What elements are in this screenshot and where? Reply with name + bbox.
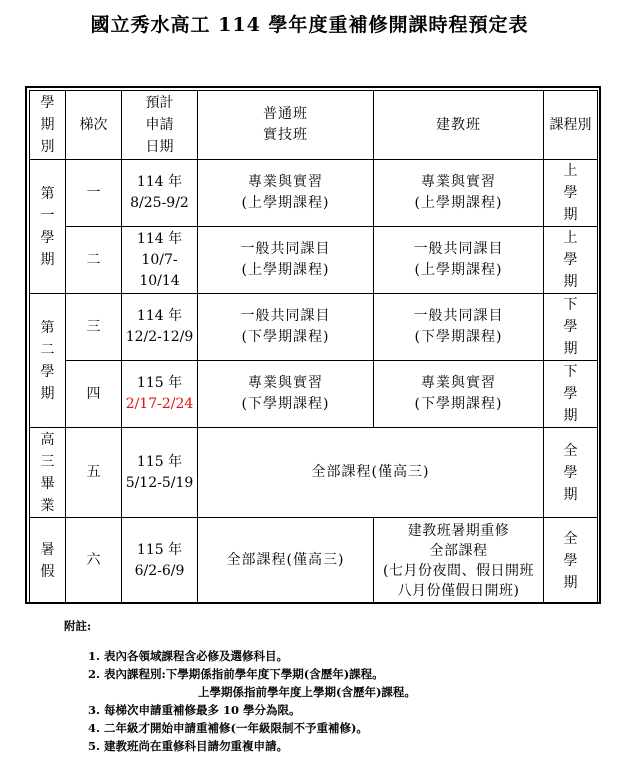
note-item: 3. 每梯次申請重補修最多 10 學分為限。 (88, 703, 301, 717)
group-first-semester: 第一學期 (30, 160, 66, 294)
header-course-type: 課程別 (544, 91, 598, 160)
date-cell: 115 年 5/12-5/19 (122, 428, 198, 518)
table-row (30, 428, 598, 518)
note-item: 1. 表內各領域課程含必修及選修科目。 (88, 649, 289, 663)
schedule-table (29, 90, 598, 604)
date-cell: 115 年 6/2-6/9 (122, 518, 198, 604)
course-type-cell: 全學期 (544, 518, 598, 604)
table-row (30, 294, 598, 361)
tier-cell: 一 (66, 160, 122, 227)
tier-cell: 六 (66, 518, 122, 604)
table-header-row (30, 91, 598, 160)
page-title: 國立秀水高工 114 學年度重補修開課時程預定表 (90, 14, 529, 36)
date-cell: 114 年 10/7-10/14 (122, 227, 198, 294)
group-senior-graduation: 高三畢業 (30, 428, 66, 518)
group-summer: 暑假 (30, 518, 66, 604)
date-cell: 115 年 2/17-2/24 (122, 361, 198, 428)
general-course-cell: 一般共同課目 (上學期課程) (198, 227, 374, 294)
general-course-cell: 一般共同課目 (下學期課程) (198, 294, 374, 361)
table-row (30, 361, 598, 428)
date-cell: 114 年 12/2-12/9 (122, 294, 198, 361)
note-item: 2. 表內課程別:下學期係指前學年度下學期(含歷年)課程。 (88, 667, 384, 681)
note-item-continuation: 上學期係指前學年度上學期(含歷年)課程。 (198, 685, 416, 699)
coop-course-cell: 一般共同課目 (上學期課程) (374, 227, 544, 294)
header-tier: 梯次 (66, 91, 122, 160)
general-course-cell: 全部課程(僅高三) (198, 518, 374, 604)
course-type-cell: 下學期 (544, 361, 598, 428)
note-item: 4. 二年級才開始申請重補修(一年級限制不予重補修)。 (88, 721, 368, 735)
date-cell: 114 年 8/25-9/2 (122, 160, 198, 227)
header-semester: 學期別 (30, 91, 66, 160)
table-row (30, 227, 598, 294)
notes-label: 附註: (64, 619, 92, 633)
header-coop-class: 建教班 (374, 91, 544, 160)
merged-course-cell: 全部課程(僅高三) (198, 428, 544, 518)
course-type-cell: 下學期 (544, 294, 598, 361)
general-course-cell: 專業與實習 (上學期課程) (198, 160, 374, 227)
tier-cell: 三 (66, 294, 122, 361)
highlighted-date-range: 2/17-2/24 (125, 396, 194, 412)
coop-course-cell: 專業與實習 (下學期課程) (374, 361, 544, 428)
coop-course-cell: 建教班暑期重修 全部課程 (七月份夜間、假日開班 八月份僅假日開班) (374, 518, 544, 604)
coop-course-cell: 一般共同課目 (下學期課程) (374, 294, 544, 361)
course-type-cell: 上學期 (544, 160, 598, 227)
table-row (30, 518, 598, 604)
tier-cell: 四 (66, 361, 122, 428)
table-row (30, 160, 598, 227)
general-course-cell: 專業與實習 (下學期課程) (198, 361, 374, 428)
tier-cell: 五 (66, 428, 122, 518)
schedule-table-frame (25, 86, 601, 604)
course-type-cell: 全學期 (544, 428, 598, 518)
group-second-semester: 第二學期 (30, 294, 66, 428)
note-item: 5. 建教班尚在重修科目請勿重複申請。 (88, 739, 289, 753)
header-general-class: 普通班 實技班 (198, 91, 374, 160)
coop-course-cell: 專業與實習 (上學期課程) (374, 160, 544, 227)
header-apply-date: 預計申請日期 (122, 91, 198, 160)
tier-cell: 二 (66, 227, 122, 294)
course-type-cell: 上學期 (544, 227, 598, 294)
